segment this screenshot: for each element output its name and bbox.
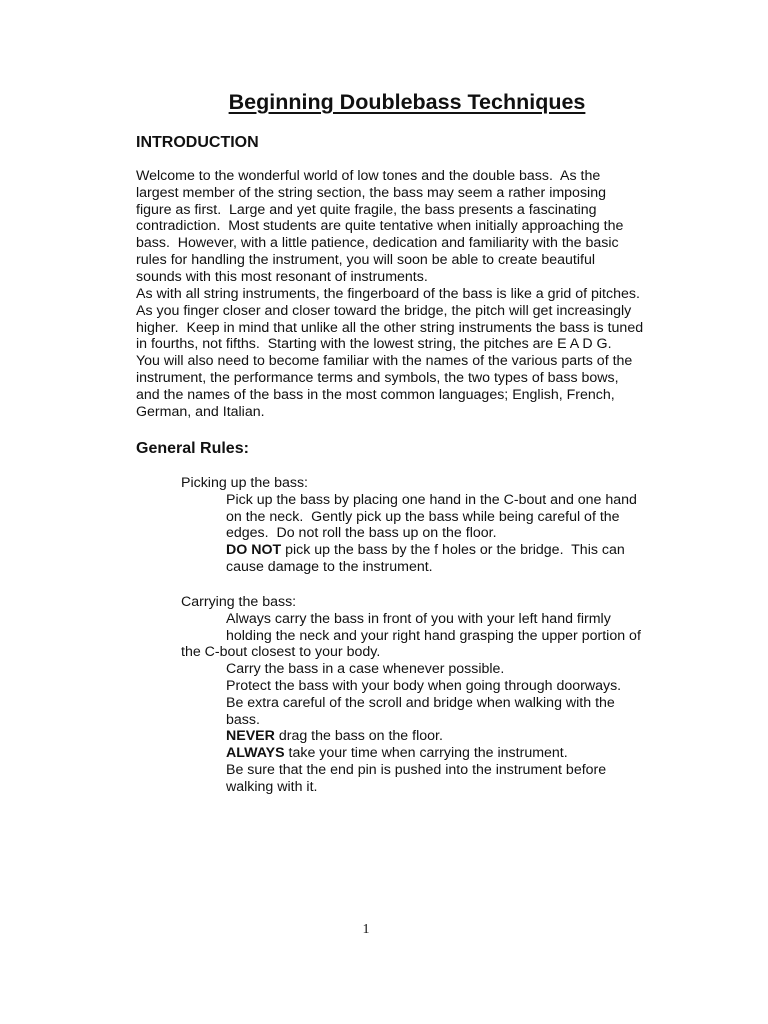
paragraph-line: in fourths, not fifths. Starting with the lowest string, the pitches are E A D G. (136, 336, 612, 353)
paragraph-line: higher. Keep in mind that unlike all the other string instruments the bass is tuned (136, 319, 644, 336)
page-number: 1 (362, 922, 370, 937)
rule-text: take your time when carrying the instrument. (284, 745, 568, 762)
picking-up-section (181, 475, 701, 576)
paragraph-line: As you finger closer and closer toward the bridge, the pitch will get increasingly (136, 302, 632, 319)
paragraph-line: rules for handling the instrument, you will soon be able to create beautiful (136, 251, 596, 268)
rule-line-never (181, 728, 701, 745)
rule-line: bass. (226, 711, 260, 728)
rule-line: on the neck. Gently pick up the bass while being careful of the (226, 508, 620, 525)
section-label: Carrying the bass: (181, 594, 297, 610)
paragraph-line: figure as first. Large and yet quite fragile, the bass presents a fascinating (136, 201, 597, 218)
paragraph-line: You will also need to become familiar with the names of the various parts of the (136, 353, 633, 370)
rule-line: holding the neck and your right hand grasping the upper portion of (226, 627, 641, 644)
rule-text: pick up the bass by the f holes or the bridge. This can (281, 542, 625, 559)
paragraph-line: Welcome to the wonderful world of low tones and the double bass. As the (136, 168, 601, 184)
general-rules-heading: General Rules: (136, 440, 249, 457)
paragraph-line: sounds with this most resonant of instruments. (136, 268, 428, 285)
paragraph-line: largest member of the string section, the bass may seem a rather imposing (136, 184, 606, 201)
rule-text: drag the bass on the floor. (274, 728, 443, 745)
rule-line: edges. Do not roll the bass up on the floor. (226, 525, 497, 542)
rule-line: Pick up the bass by placing one hand in the C-bout and one hand (226, 491, 637, 508)
paragraph-line: As with all string instruments, the fingerboard of the bass is like a grid of pitches. (136, 286, 640, 302)
paragraph-line: German, and Italian. (136, 403, 265, 420)
emphasis-never: NEVER (226, 728, 275, 745)
rule-line-always (181, 745, 701, 762)
rule-line: Carry the bass in a case whenever possible. (226, 661, 505, 678)
document-title: Beginning Doublebass Techniques (228, 90, 586, 114)
rule-line: the C-bout closest to your body. (181, 644, 381, 661)
paragraph-line: and the names of the bass in the most common languages; English, French, (136, 386, 615, 403)
rule-line: Protect the bass with your body when going through doorways. (226, 677, 622, 694)
paragraph-line: bass. However, with a little patience, dedication and familiarity with the basic (136, 235, 619, 252)
rule-line: Be extra careful of the scroll and bridge when walking with the (226, 694, 615, 711)
intro-paragraph-1 (136, 168, 696, 286)
rule-line: Be sure that the end pin is pushed into the instrument before (226, 761, 607, 778)
rule-line-do-not (181, 542, 701, 559)
carrying-section (181, 594, 701, 796)
paragraph-line: contradiction. Most students are quite tentative when initially approaching the (136, 218, 624, 235)
rule-line: walking with it. (226, 778, 318, 795)
introduction-heading: INTRODUCTION (136, 134, 259, 151)
rule-line: Always carry the bass in front of you with your left hand firmly (226, 610, 611, 627)
intro-paragraph-2 (136, 286, 696, 420)
paragraph-line: instrument, the performance terms and symbols, the two types of bass bows, (136, 369, 619, 386)
rule-line: cause damage to the instrument. (226, 558, 433, 575)
section-label: Picking up the bass: (181, 475, 308, 491)
emphasis-do-not: DO NOT (226, 542, 282, 559)
emphasis-always: ALWAYS (226, 745, 285, 762)
